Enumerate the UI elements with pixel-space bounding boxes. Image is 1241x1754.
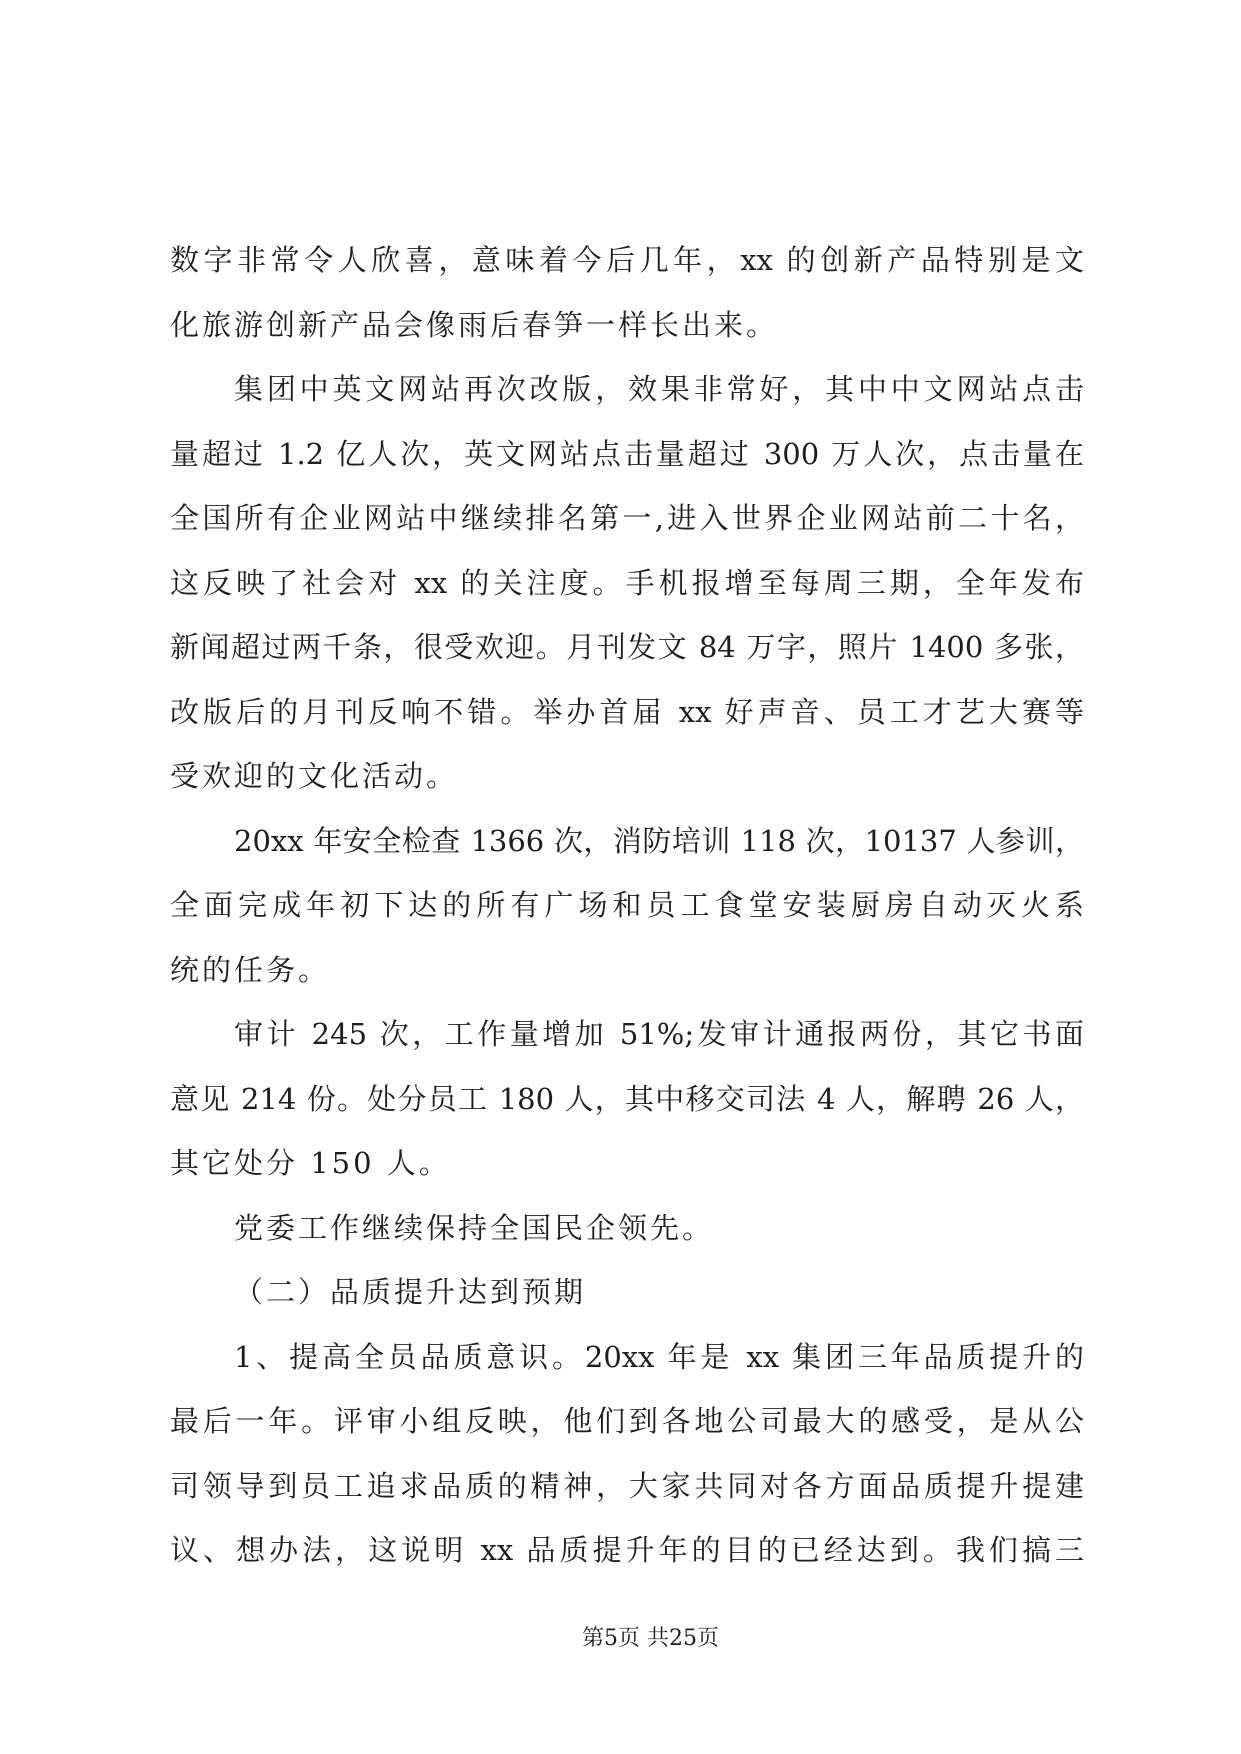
body-line: 受欢迎的文化活动。 bbox=[170, 759, 459, 793]
page-number-footer: 第5页 共25页 bbox=[582, 1626, 719, 1651]
body-line: 司领导到员工追求品质的精神，大家共同对各方面品质提升提建 bbox=[170, 1468, 1084, 1503]
body-line: 数字非常令人欣喜，意味着今后几年，xx 的创新产品特别是文 bbox=[170, 243, 1084, 277]
body-line: 化旅游创新产品会像雨后春笋一样长出来。 bbox=[170, 307, 779, 342]
body-line: 这反映了社会对 xx 的关注度。手机报增至每周三期，全年发布 bbox=[170, 565, 1084, 600]
body-line: 意见 214 份。处分员工 180 人，其中移交司法 4 人，解聘 26 人， bbox=[170, 1081, 1084, 1116]
paragraph-start-line: 审计 245 次，工作量增加 51%;发审计通报两份，其它书面 bbox=[234, 1017, 1084, 1051]
paragraph-start-line: 党委工作继续保持全国民企领先。 bbox=[234, 1210, 715, 1245]
paragraph-start-line: 20xx 年安全检查 1366 次，消防培训 118 次，10137 人参训， bbox=[234, 823, 1084, 858]
body-line: 改版后的月刊反响不错。举办首届 xx 好声音、员工才艺大赛等 bbox=[170, 694, 1084, 729]
body-line: 最后一年。评审小组反映，他们到各地公司最大的感受，是从公 bbox=[170, 1404, 1084, 1438]
body-line: 全面完成年初下达的所有广场和员工食堂安装厨房自动灭火系 bbox=[170, 888, 1084, 922]
body-line: 议、想办法，这说明 xx 品质提升年的目的已经达到。我们搞三 bbox=[170, 1533, 1084, 1567]
paragraph-start-line: 集团中英文网站再次改版，效果非常好，其中中文网站点击 bbox=[234, 372, 1084, 406]
body-line: 其它处分 150 人。 bbox=[170, 1146, 451, 1180]
body-line: 全国所有企业网站中继续排名第一,进入世界企业网站前二十名， bbox=[170, 501, 1084, 535]
body-line: 量超过 1.2 亿人次，英文网站点击量超过 300 万人次，点击量在 bbox=[170, 436, 1084, 471]
body-text bbox=[170, 228, 1084, 1583]
paragraph-start-line: 1、提高全员品质意识。20xx 年是 xx 集团三年品质提升的 bbox=[234, 1339, 1084, 1374]
body-line: 新闻超过两千条，很受欢迎。月刊发文 84 万字，照片 1400 多张， bbox=[170, 630, 1084, 664]
body-line: 统的任务。 bbox=[170, 952, 331, 987]
section-heading: （二）品质提升达到预期 bbox=[234, 1275, 587, 1309]
